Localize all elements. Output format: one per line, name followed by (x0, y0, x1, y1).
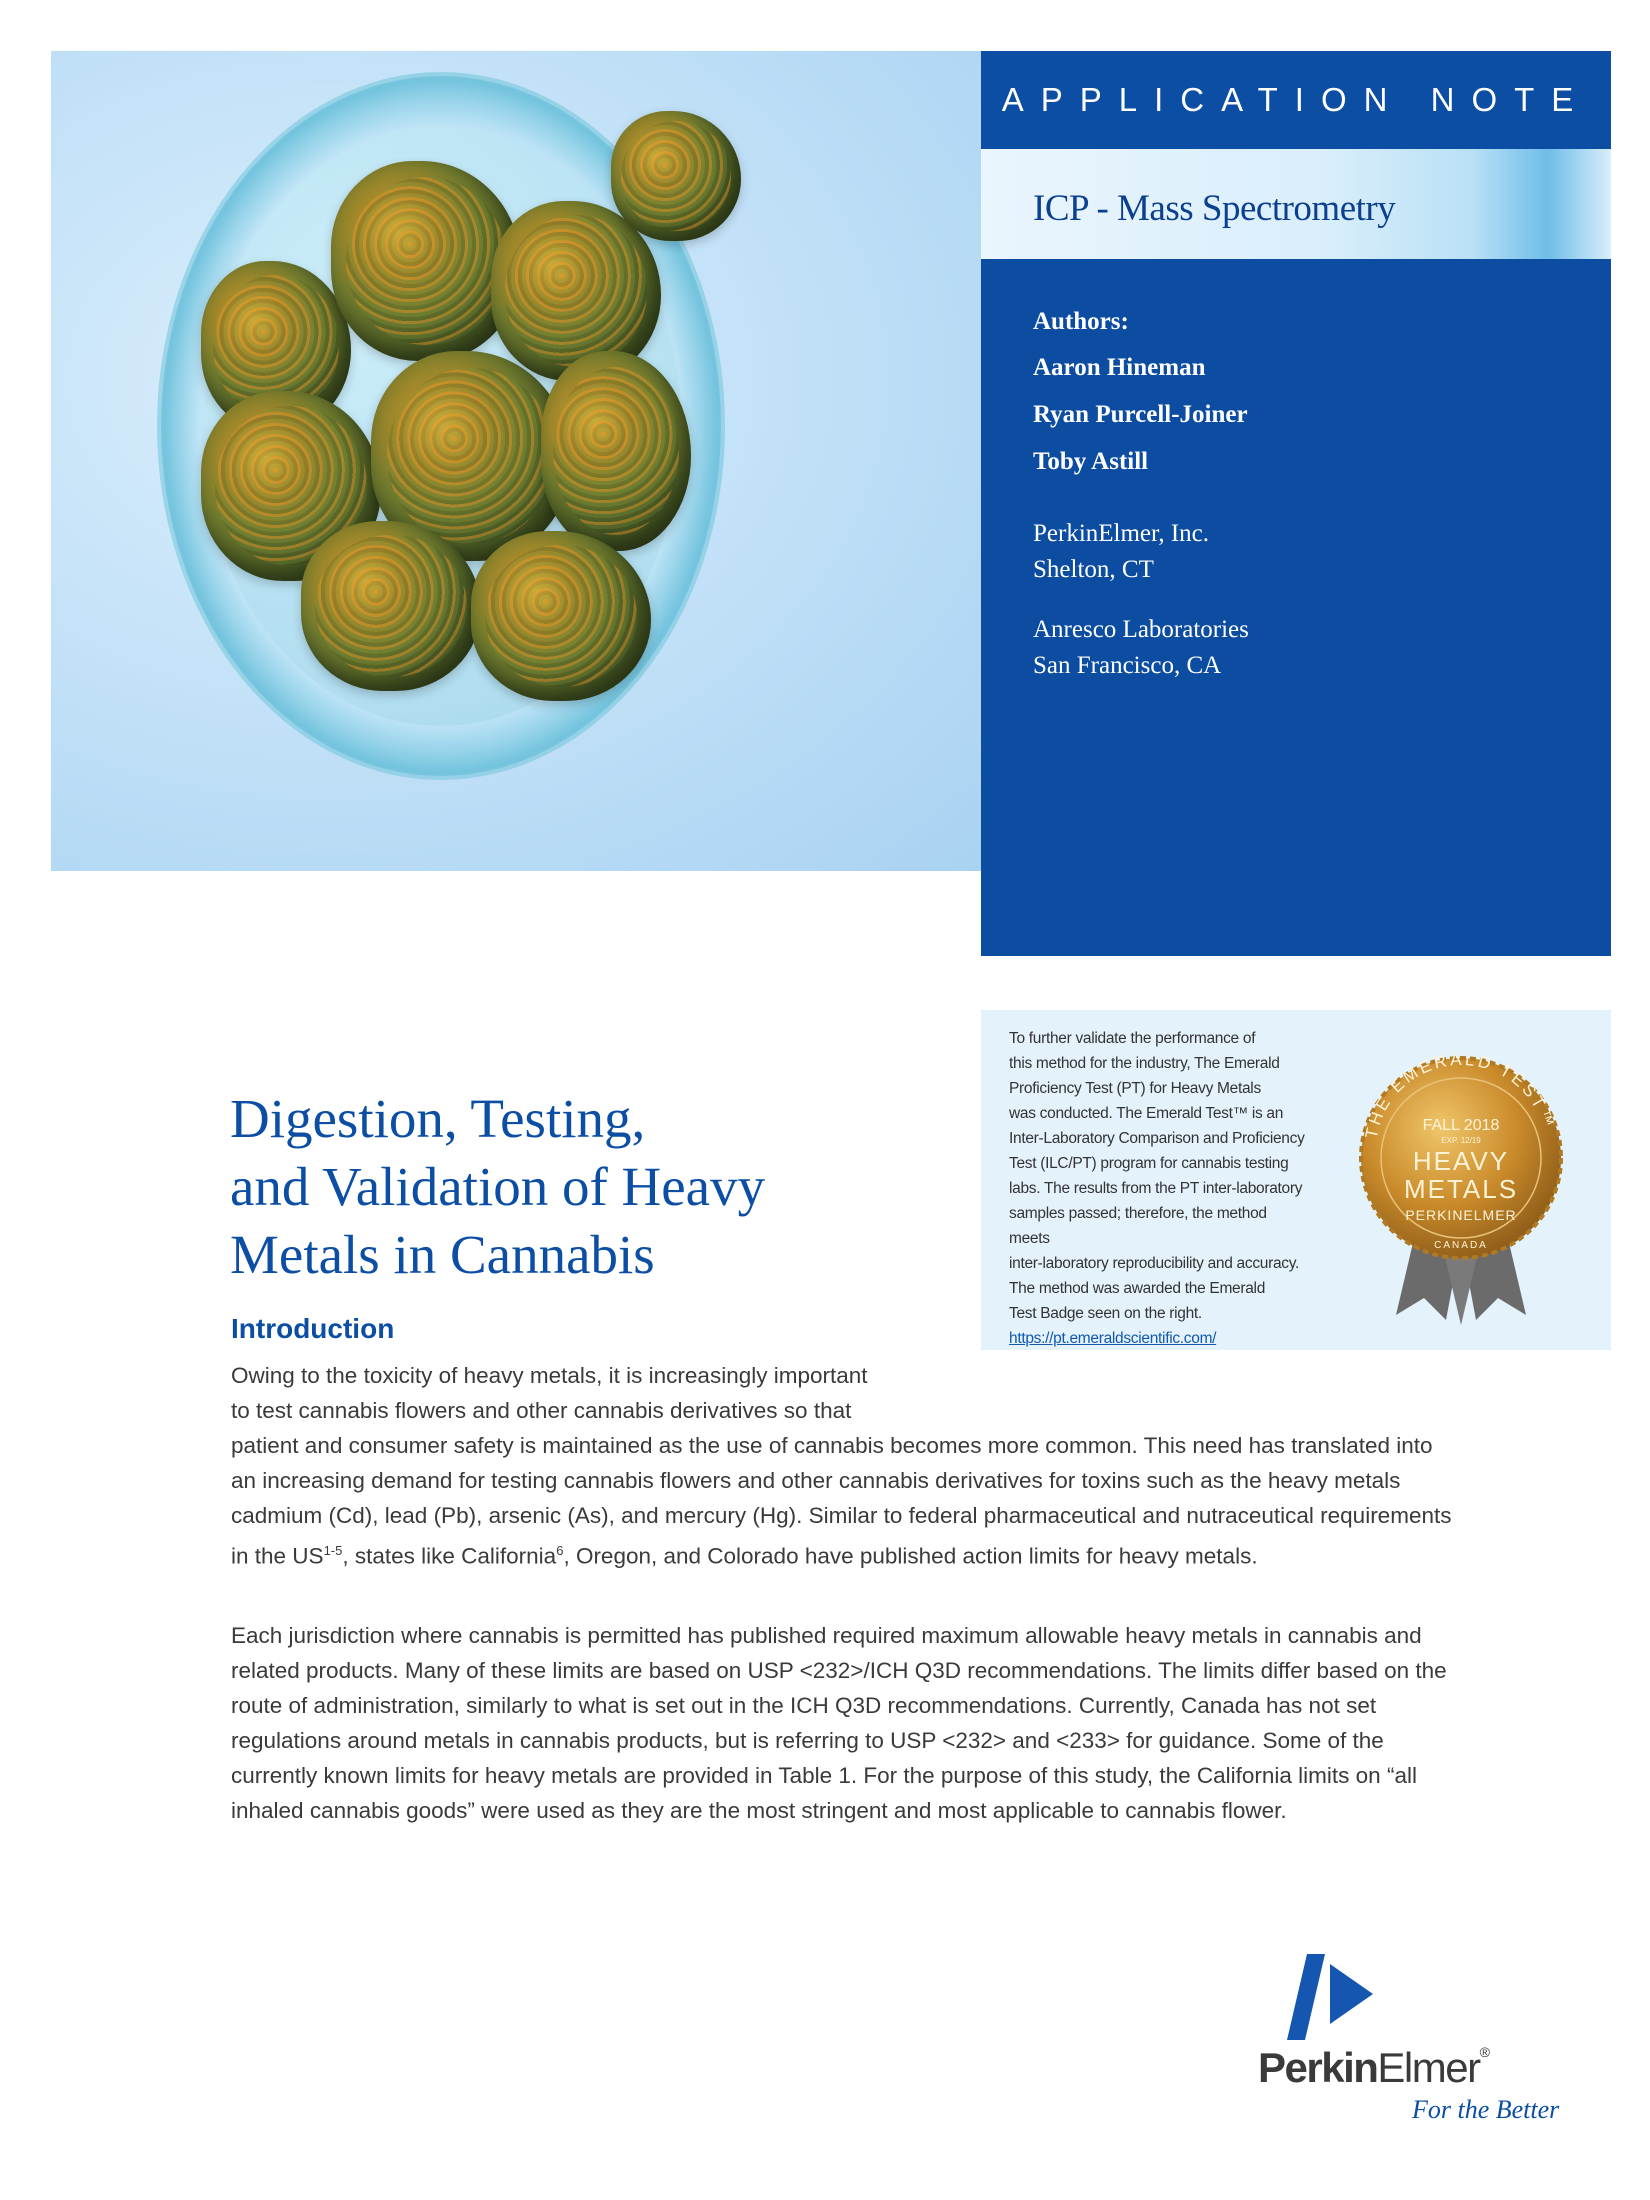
badge-line1: HEAVY (1412, 1146, 1510, 1176)
technique-band (981, 149, 1611, 259)
paragraph: Each jurisdiction where cannabis is permitted has published required maximum allowable heavy metals in cannabis and related products. Many of these limits are based on USP <232>/ICH Q3D recommendations. The limits differ based on the route of administration, similarly to what is set out in the ICH Q3D recommendations. Currently, Canada has not set regulations around metals in cannabis products, but is referring to USP <232> and <233> for guidance. Some of the currently known limits for heavy metals are provided in Table 1. For the purpose of this study, the California limits on “all inhaled cannabis goods” were used as they are the most stringent and most applicable to cannabis flower. (231, 1623, 1447, 1823)
badge-country: CANADA (1434, 1240, 1488, 1251)
affiliation: Anresco Laboratories San Francisco, CA (1033, 616, 1249, 679)
paragraph: Owing to the toxicity of heavy metals, it is increasingly important to test cannabis flowers and other cannabis derivatives so that (231, 1363, 868, 1423)
callout-text: To further validate the performance of this method for the industry, The Emerald Proficiency Test (PT) for Heavy Metals was conducted. The Emerald Test™ is an Inter-Laboratory Comparison and Proficiency Test (ILC/PT) program for cannabis testing labs. The results from the PT inter-laboratory samples passed; therefore, the method meets inter-laboratory reproducibility and accuracy. The method was awarded the Emerald Test Badge seen on the right. https://pt.emeraldscientific.com/ (1009, 1026, 1309, 1351)
author-name: Aaron Hineman (1033, 354, 1206, 381)
emerald-test-callout (981, 1010, 1611, 1350)
author-name: Ryan Purcell-Joiner (1033, 401, 1248, 428)
page-title: Digestion, Testing, and Validation of Heavy Metals in Cannabis (230, 1088, 766, 1285)
logo-wordmark: PerkinElmer® (1258, 2044, 1489, 2091)
emerald-link[interactable]: https://pt.emeraldscientific.com/ (1009, 1330, 1217, 1347)
paragraph: patient and consumer safety is maintained as the use of cannabis becomes more common. This need has translated into an increasing demand for testing cannabis flowers and other cannabis derivatives for toxins such as the heavy metals cadmium (Cd), lead (Pb), arsenic (As), and mercury (Hg). Similar to federal pharmaceutical and nutraceutical requirements in the US$^{1-5}$, states like California$^6$, Oregon, and Colorado have published action limits for heavy metals. (231, 1433, 1452, 1569)
cannabis-bud (611, 111, 741, 241)
authors-heading: Authors: (1033, 308, 1129, 335)
authors-block (1033, 308, 1593, 684)
emerald-test-badge-icon (1346, 1040, 1576, 1340)
badge-arc-text: THE EMERALD TEST™ (1361, 1049, 1559, 1141)
author-name: Toby Astill (1033, 448, 1149, 475)
logo-tagline: For the Better (1412, 2095, 1560, 2124)
badge-company: PERKINELMER (1405, 1207, 1517, 1223)
badge-line2: METALS (1403, 1174, 1519, 1204)
badge-expiry: EXP. 12/19 (1441, 1136, 1481, 1145)
hero-photo (51, 51, 981, 871)
badge-season: FALL 2018 (1422, 1117, 1500, 1134)
section-heading: Introduction (231, 1313, 395, 1344)
affiliation: PerkinElmer, Inc. Shelton, CT (1033, 520, 1210, 583)
technique-label: ICP - Mass Spectrometry (1033, 188, 1396, 229)
doc-type-banner: APPLICATION NOTE (981, 51, 1611, 149)
